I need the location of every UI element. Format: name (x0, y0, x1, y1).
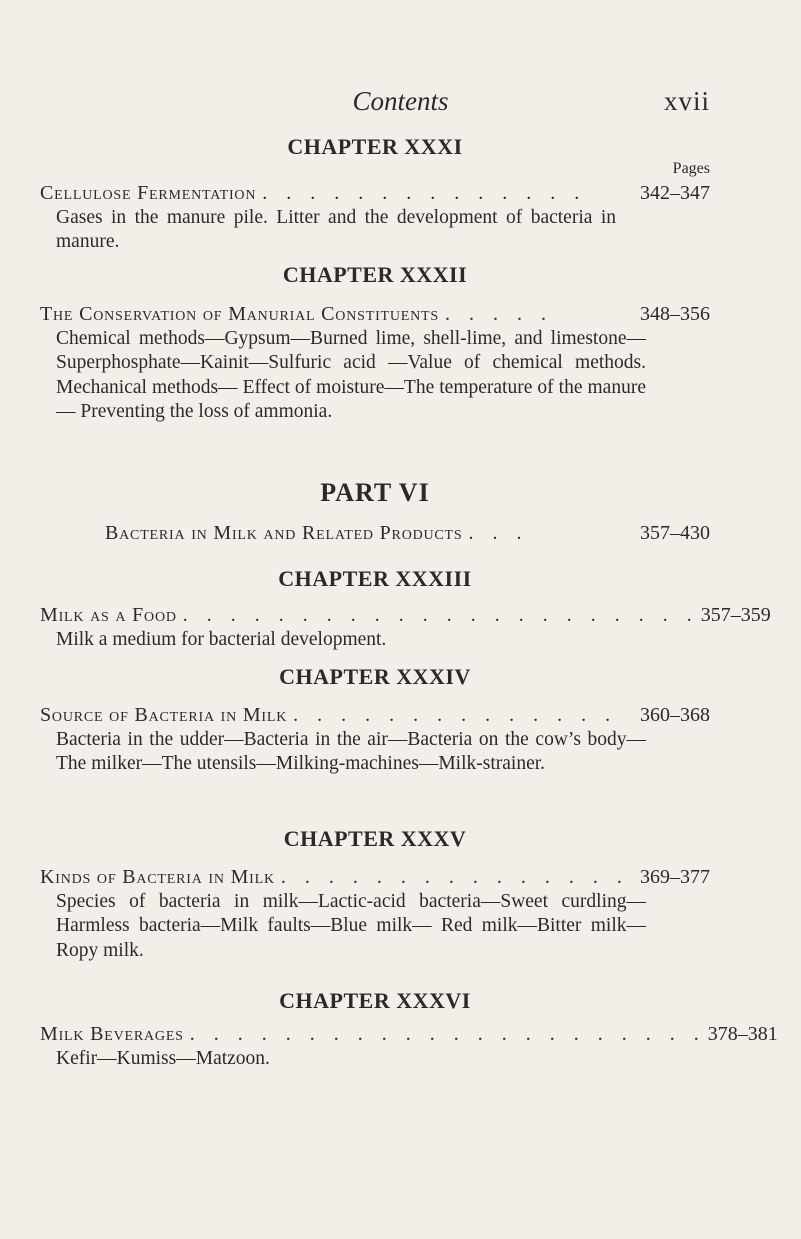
dot-leader: . . . . . . . . . . . . . . . . . . . . . . (189, 1023, 706, 1045)
entry-description: Chemical methods—Gypsum—Burned lime, shell-lime, and limestone—Superphosphate—Kainit—Sulfuric acid —Value of chemical methods. Mechanical methods— Effect of moisture—The temperature of the manure— Preventing the loss of ammonia. (56, 328, 646, 422)
dot-leader: . . . . . . . . . . . . . . . (280, 866, 629, 888)
page-range: 360–368 (640, 704, 710, 726)
dot-leader: . . . . . (445, 303, 553, 325)
entry-title: Milk Beverages (40, 1023, 184, 1045)
dot-leader: . . . . . . . . . . . . . . (262, 182, 587, 204)
toc-entry[interactable] (40, 1021, 778, 1047)
chapter-heading: CHAPTER XXXI (287, 134, 463, 159)
entry-title: Milk as a Food (40, 604, 177, 626)
chapter-xxxvi (40, 988, 778, 1071)
dot-leader: . . . (468, 522, 529, 544)
page-range: 342–347 (640, 182, 710, 204)
running-head (0, 86, 801, 116)
chapter-heading: CHAPTER XXXII (282, 262, 468, 287)
entry-description: Bacteria in the udder—Bacteria in the air—Bacteria on the cow’s body—The milker—The utensils—Milking-machines—Milk-strainer. (56, 729, 646, 775)
part-vi (40, 478, 710, 546)
toc-entry[interactable] (40, 602, 771, 628)
toc-entry[interactable] (40, 864, 710, 890)
entry-title: Kinds of Bacteria in Milk (40, 866, 275, 888)
chapter-xxxiv (40, 664, 710, 777)
entry-description: Kefir—Kumiss—Matzoon. (56, 1048, 270, 1069)
page-range: 357–359 (700, 604, 771, 626)
entry-description: Gases in the manure pile. Litter and the development of bacteria in manure. (56, 207, 616, 253)
toc-entry[interactable] (40, 180, 710, 206)
entry-description: Milk a medium for bacterial development. (56, 629, 387, 650)
chapter-heading: CHAPTER XXXVI (279, 988, 471, 1013)
page-range: 378–381 (707, 1023, 778, 1045)
dot-leader: . . . . . . . . . . . . . . (293, 704, 618, 726)
toc-entry[interactable] (40, 520, 710, 546)
chapter-heading: CHAPTER XXXIV (279, 664, 471, 689)
chapter-xxxiii (40, 566, 771, 652)
entry-title: Bacteria in Milk and Related Products (105, 522, 463, 544)
part-heading: PART VI (320, 478, 430, 507)
chapter-xxxv (40, 826, 710, 963)
chapter-xxxi (40, 134, 710, 255)
entry-title: Cellulose Fermentation (40, 182, 257, 204)
chapter-heading: CHAPTER XXXV (283, 826, 467, 851)
entry-title: Source of Bacteria in Milk (40, 704, 288, 726)
chapter-heading: CHAPTER XXXIII (278, 566, 472, 591)
entry-description: Species of bacteria in milk—Lactic-acid bacteria—Sweet curdling—Harmless bacteria—Milk faults—Blue milk— Red milk—Bitter milk—Ropy milk. (56, 891, 646, 961)
page-number: xvii (663, 86, 710, 116)
page-range: 357–430 (640, 522, 710, 544)
page-range: 369–377 (640, 866, 710, 888)
dot-leader: . . . . . . . . . . . . . . . . . . . . . . (182, 604, 699, 626)
page-range: 348–356 (640, 303, 710, 325)
toc-entry[interactable] (40, 301, 710, 327)
entry-title: The Conservation of Manurial Constituents (40, 303, 439, 325)
toc-entry[interactable] (40, 702, 710, 728)
page-title: Contents (352, 86, 449, 116)
pages-label: Pages (672, 160, 710, 177)
chapter-xxxii (40, 262, 710, 424)
